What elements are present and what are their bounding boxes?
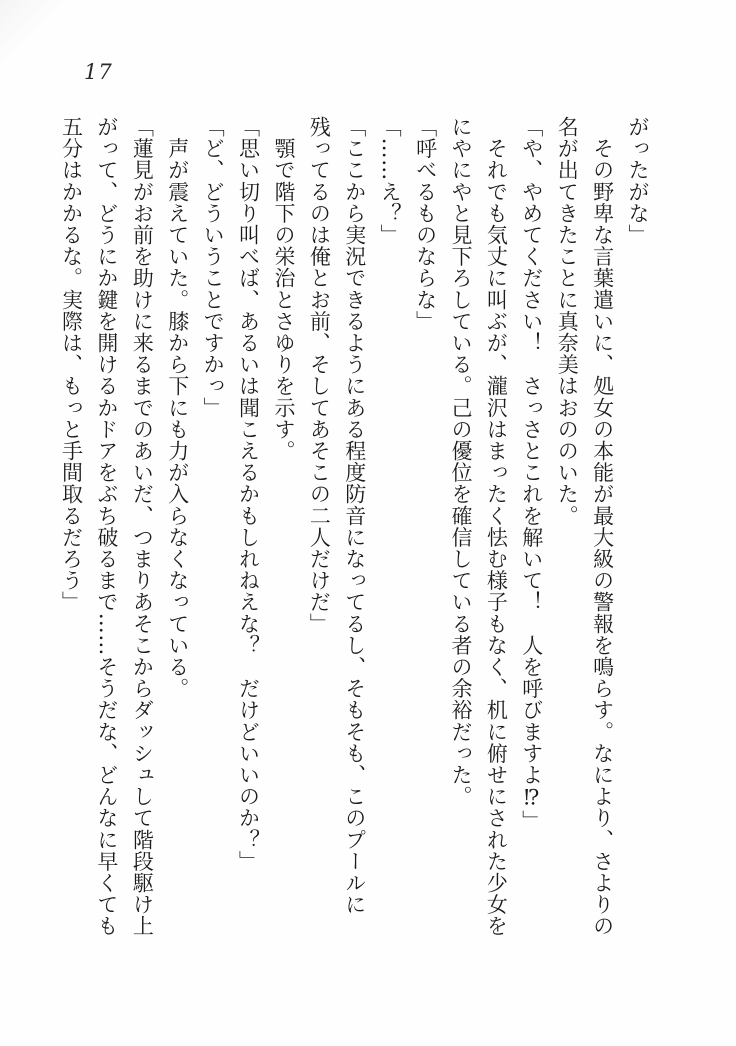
- text-column: その野卑な言葉遣いに、処女の本能が最大級の警報を鳴らす。なにより、さよりの: [590, 116, 615, 937]
- text-column: 声が震えていた。膝から下にも力が入らなくなっている。: [165, 116, 190, 700]
- text-column: 残ってるのは俺とお前、そしてあそこの二人だけだ」: [307, 116, 332, 635]
- text-column: 「呼べるものならな」: [413, 116, 438, 332]
- text-column: にやにやと見下ろしている。己の優位を確信している者の余裕だった。: [448, 116, 473, 808]
- vertical-text-block: [53, 116, 655, 944]
- text-column: 顎で階下の栄治とさゆりを示す。: [271, 116, 296, 462]
- text-column: 「……え？」: [378, 116, 403, 246]
- text-column: 「や、やめてください！ さっさとこれを解いて！ 人を呼びますよ⁉」: [519, 116, 544, 832]
- text-column: 「思い切り叫べば、あるいは聞こえるかもしれねえな？ だけどいいのか？」: [236, 116, 261, 872]
- text-column: 「ど、どういうことですかっ」: [201, 116, 226, 419]
- page-number: 17: [84, 60, 113, 84]
- text-column: 五分はかかるな。実際は、もっと手間取るだろう」: [59, 116, 84, 613]
- text-column: がって、どうにか鍵を開けるかドアをぶち破るまで……そうだな、どんなに早くても: [94, 116, 119, 937]
- text-column: 名が出てきたことに真奈美はおののいた。: [555, 116, 580, 527]
- text-column: 「ここから実況できるようにある程度防音になってるし、そもそも、このプールに: [342, 116, 367, 916]
- text-column: それでも気丈に叫ぶが、瀧沢はまったく怯む様子もなく、机に俯せにされた少女を: [484, 116, 509, 937]
- text-column: 「蓮見がお前を助けに来るまでのあいだ、つまりあそこからダッシュして階段駆け上: [130, 116, 155, 937]
- text-column: がったがな」: [626, 116, 650, 246]
